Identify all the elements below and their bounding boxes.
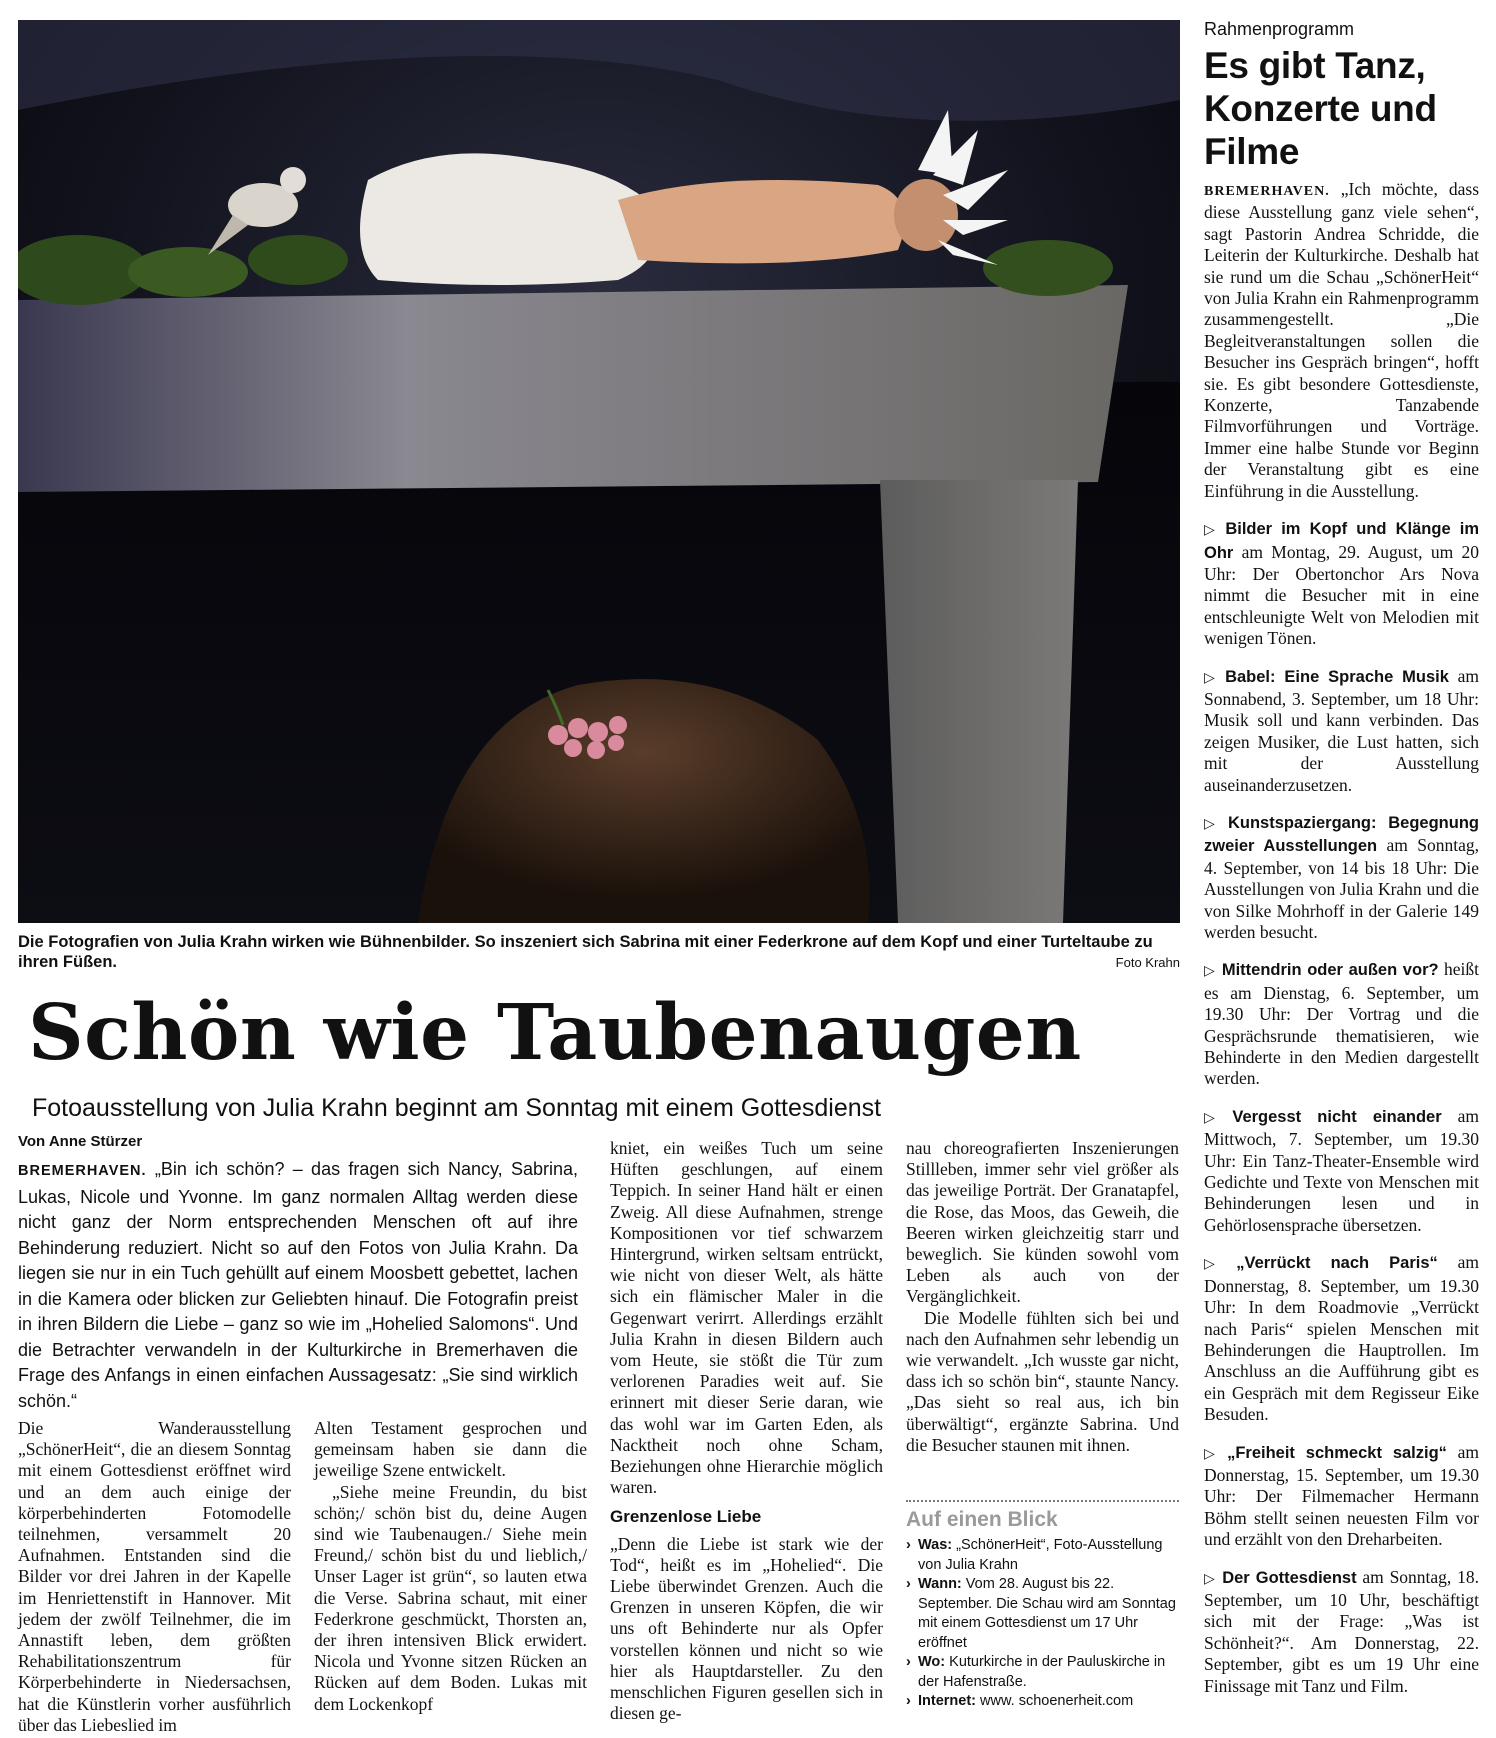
triangle-right-icon: ▷ [1204, 1109, 1227, 1126]
glance-text: Kuturkirche in der Pauluskirche in der Hafenstraße. [918, 1654, 1166, 1690]
list-item [906, 1536, 1179, 1575]
glance-label: Wo: [918, 1654, 946, 1670]
entry-text: am Mittwoch, 7. September, um 19.30 Uhr: Ein Tanz-Theater-Ensemble wird Gedichte und Texte von Menschen mit Behinderungen lesen und in Gehörlosensprache übersetzen. [1204, 1105, 1479, 1235]
paragraph: kniet, ein weißes Tuch um seine Hüften geschlungen, auf einem Teppich. In seiner Hand hält er einen Zweig. All diese Aufnahmen, strenge Kompositionen vor tief schwarzem Hintergrund, wirken seltsam entrückt, wie nicht von dieser Welt, als hätte sich ein flämischer Maler in die Gegenwart verirrt. Allerdings erzählt Julia Krahn in diesen Bildern auch vom Heute, sie stößt die Tür zum verlorenen Paradies weit auf. Sie erinnert mit dieser Serie daran, wie das wohl war im Garten Eden, als Nacktheit noch ohne Scham, Beziehungen ohne Hierarchie möglich waren. [610, 1138, 883, 1498]
entry-title: Babel: Eine Sprache Musik [1225, 667, 1449, 686]
sidebar-place: BREMERHAVEN. [1204, 184, 1330, 199]
entry-title: Bilder im Kopf und Klänge im Ohr [1204, 520, 1479, 562]
triangle-right-icon: ▷ [1204, 1256, 1231, 1273]
list-item [906, 1653, 1179, 1692]
program-entry [1204, 1106, 1479, 1236]
glance-label: Internet: [918, 1693, 976, 1709]
program-entry [1204, 812, 1479, 943]
at-a-glance-box [906, 1500, 1179, 1712]
triangle-right-icon: ▷ [1204, 522, 1220, 539]
sidebar-intro [1204, 179, 1479, 502]
article-column-3 [610, 1138, 883, 1724]
glance-text: www. schoenerheit.com [976, 1693, 1134, 1709]
entry-text: am Sonntag, 18. September, um 10 Uhr, beschäftigt sich mit der Frage: „Was ist Schönheit?“. Am Donnerstag, 22. September, gibt es um 19 Uhr eine Finissage mit Tanz und Film. [1204, 1566, 1479, 1696]
sidebar-body [1204, 179, 1479, 1697]
sidebar-kicker: Rahmenprogramm [1204, 19, 1355, 39]
lead-place: BREMERHAVEN. [18, 1163, 147, 1179]
article-byline: Von Anne Stürzer [18, 1133, 143, 1150]
entry-title: Kunstspaziergang: Begegnung zweier Ausstellungen [1204, 813, 1479, 856]
paragraph: nau choreografierten Inszenierungen Stillleben, immer sehr viel größer als das jeweilige Porträt. Der Granatapfel, die Rose, das Moos, das Geweih, die Beeren wirken gleichzeitig starr und beweglich. Sie künden sowohl vom Leben als auch von der Vergänglichkeit. [906, 1138, 1179, 1307]
program-entry [1204, 959, 1479, 1089]
entry-title: „Verrückt nach Paris“ [1236, 1254, 1438, 1273]
article-column-2 [314, 1418, 587, 1715]
article-headline: Schön wie Taubenaugen [28, 988, 1082, 1078]
glance-list [906, 1536, 1179, 1712]
glance-text: „SchönerHeit“, Foto-Ausstellung von Julia Krahn [918, 1537, 1163, 1573]
program-entry [1204, 1252, 1479, 1425]
program-entry [1204, 518, 1479, 649]
paragraph: Die Wanderausstellung „SchönerHeit“, die an diesem Sonntag mit einem Gottesdienst eröffnet wird und an dem auch einige der körperbehinderten Fotomodelle teilnehmen, versammelt 20 Aufnahmen. Entstanden sind die Bilder vor drei Jahren in der Kapelle im Henriettenstift in Hannover. Mit jedem der zwölf Teilnehmer, die im Annastift leben, dem größten Rehabilitationszentrum für Körperbehinderte in Niedersachsen, hat die Künstlerin vorher ausführlich über das Liebeslied im [18, 1418, 291, 1735]
photo-illustration [18, 20, 1180, 923]
lead-text: „Bin ich schön? – das fragen sich Nancy, Sabrina, Lukas, Nicole und Yvonne. Im ganz normalen Alltag werden diese nicht ganz der Norm entsprechenden Menschen oft auf ihre Behinderung reduziert. Nicht so auf den Fotos von Julia Krahn. Da liegen sie nur in ein Tuch gehüllt auf einem Moosbett gebettet, lachen in die Kamera oder blicken zur Geliebten hinauf. Die Fotografin preist in ihren Bildern die Liebe – ganz so wie im „Hohelied Salomons“. Und die Betrachter verwandeln in der Kulturkirche in Bremerhaven die Frage des Anfangs in einen einfachen Aussagesatz: „Sie sind wirklich schön.“ [18, 1159, 578, 1411]
photo-credit: Foto Krahn [1115, 955, 1180, 970]
section-heading: Grenzenlose Liebe [610, 1507, 762, 1527]
article-column-1 [18, 1418, 291, 1736]
list-item [906, 1692, 1179, 1712]
program-entry [1204, 1567, 1479, 1697]
photo-caption: Die Fotografien von Julia Krahn wirken wie Bühnenbilder. So inszeniert sich Sabrina mit einer Federkrone auf dem Kopf und einer Turteltaube zu ihren Füßen. [18, 933, 1153, 971]
entry-title: Vergesst nicht einander [1232, 1107, 1442, 1126]
entry-title: Mittendrin oder außen vor? [1221, 961, 1439, 980]
entry-text: am Donnerstag, 15. September, um 19.30 Uhr: Der Filmemacher Hermann Böhm stellt seinen neuesten Film vor und erzählt von den Dreharbeiten. [1204, 1441, 1479, 1550]
entry-text: am Montag, 29. August, um 20 Uhr: Der Obertonchor Ars Nova nimmt die Besucher mit in eine entschleunigte Welt von Melodien mit wenigen Tönen. [1204, 541, 1479, 649]
sidebar-intro-text: „Ich möchte, dass diese Ausstellung ganz viele sehen“, sagt Pastorin Andrea Schridde, die Leiterin der Kulturkirche. Deshalb hat sie rund um die Schau „SchönerHeit“ von Julia Krahn ein Rahmenprogramm zusammengestellt. „Die Begleitveranstaltungen sollen die Besucher ins Gespräch bringen“, hofft sie. Es gibt besondere Gottesdienste, Konzerte, Tanzabende Filmvorführungen und Vorträge. Immer eine halbe Stunde vor Beginn der Veranstaltung gibt es eine Einführung in die Ausstellung. [1204, 179, 1480, 501]
entry-title: Der Gottesdienst [1222, 1568, 1357, 1587]
entry-text: am Sonnabend, 3. September, um 18 Uhr: Musik soll und kann verbinden. Das zeigen Musiker, die Lust hatten, sich mit der Ausstellung auseinanderzusetzen. [1204, 665, 1479, 795]
article-subhead: Fotoausstellung von Julia Krahn beginnt am Sonntag mit einem Gottesdienst [32, 1094, 882, 1122]
paragraph: Alten Testament gesprochen und gemeinsam haben sie dann die jeweilige Szene entwickelt. [314, 1418, 587, 1481]
program-entry [1204, 1442, 1479, 1551]
entry-text: am Sonntag, 4. September, von 14 bis 18 Uhr: Die Ausstellungen von Julia Krahn und die von Silke Mohrhoff in der Galerie 149 werden besucht. [1204, 835, 1479, 942]
glance-label: Wann: [918, 1576, 962, 1592]
sidebar-title: Es gibt Tanz, Konzerte und Filme [1204, 45, 1437, 172]
triangle-right-icon: ▷ [1204, 815, 1222, 832]
glance-title: Auf einen Blick [906, 1508, 1058, 1531]
paragraph: „Denn die Liebe ist stark wie der Tod“, heißt es im „Hohelied“. Die Liebe überwindet Grenzen. Auch die Grenzen in unseren Köpfen, die wir uns oft Behinderte nur als Opfer vorstellen können und nicht so wie hier als Hauptdarsteller. Zu den menschlichen Figuren gesellen sich in diesen ge- [610, 1533, 883, 1724]
paragraph: Die Modelle fühlten sich bei und nach den Aufnahmen sehr lebendig un wie verwandelt. „Ich wusste gar nicht, dass ich so schön bin“, staunte Nancy. „Das sieht so real aus, ich bin überwältigt“, ergänzte Sabrina. Und die Besucher staunen mit ihnen. [906, 1307, 1179, 1455]
glance-text: Vom 28. August bis 22. September. Die Schau wird am Sonntag mit einem Gottesdienst um 17 Uhr eröffnet [918, 1576, 1176, 1651]
article-lead [18, 1157, 578, 1414]
paragraph: „Siehe meine Freundin, du bist schön;/ schön bist du, deine Augen sind wie Taubenaugen./ Siehe mein Freund,/ schön bist du und lieblich,/ Unser Lager ist grün“, so lauten etwa die Verse. Sabrina schaut, mit einer Federkrone geschmückt, Thorsten an, der ihren intensiven Blick erwidert. Nicola und Yvonne sitzen Rücken an Rücken auf dem Boden. Lukas mit dem Lockenkopf [314, 1481, 587, 1714]
entry-title: „Freiheit schmeckt salzig“ [1227, 1443, 1447, 1462]
sidebar-program [1204, 18, 1479, 1697]
glance-label: Was: [918, 1537, 953, 1553]
list-item [906, 1575, 1179, 1653]
stone-table [18, 285, 1128, 492]
reclining-figure [618, 180, 905, 263]
feature-photo [18, 20, 1180, 923]
triangle-right-icon: ▷ [1204, 963, 1216, 980]
program-entry [1204, 666, 1479, 796]
triangle-right-icon: ▷ [1204, 1445, 1222, 1462]
triangle-right-icon: ▷ [1204, 1570, 1217, 1587]
article-column-4 [906, 1138, 1179, 1456]
entry-text: am Donnerstag, 8. September, um 19.30 Uhr: In dem Roadmovie „Verrückt nach Paris“ spielen Menschen mit Behinderungen die Hauptrollen. Im Anschluss an die Aufführung gibt es ein Gespräch mit dem Regisseur Eike Besuden. [1204, 1252, 1479, 1425]
triangle-right-icon: ▷ [1204, 669, 1220, 686]
entry-text: heißt es am Dienstag, 6. September, um 19.30 Uhr: Der Vortrag und die Gesprächsrunde thematisieren, wie Behinderte in den Medien dargestellt werden. [1204, 959, 1479, 1089]
table-leg [880, 480, 1078, 923]
